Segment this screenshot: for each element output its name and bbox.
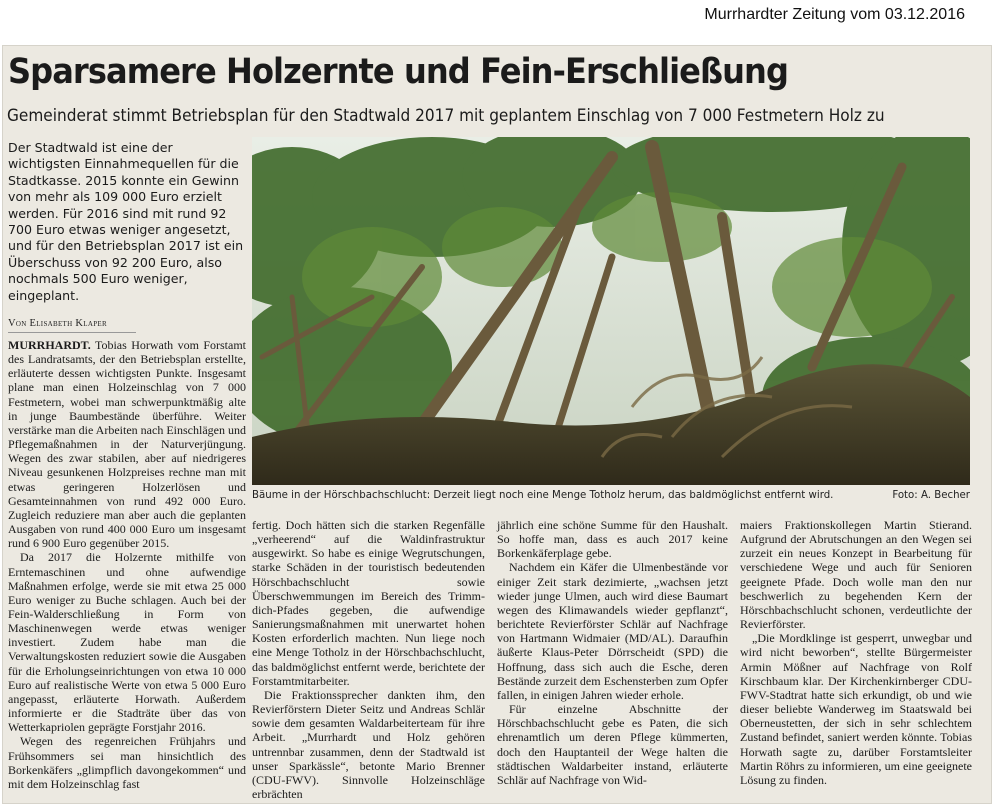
- photo-caption: [252, 490, 970, 501]
- headline: Sparsamere Holzernte und Fein-Erschließung: [8, 52, 788, 92]
- paragraph: Die Fraktionssprecher dankten ihm, den Revierförstern Dieter Seitz und Andreas Schlär sowie dem gesamten Waldarbeiterteam für ihre Arbeit. „Murrhardt und Holz gehören untrennbar zusammen, denn der Stadtwald ist unser Sparkässle“, betonte Mario Brenner (CDU-FWV). Sinnvolle Holzeinschläge erbrächten: [252, 687, 485, 801]
- paragraph: maiers Fraktionskollegen Martin Stierand. Aufgrund der Abrutschungen an den Wegen sei zurzeit ein neues Konzept in Bearbeitung für verschiedene Wege und auch für Senioren geeignete Pfade. Doch wolle man den nur beschwerlich zu begehenden Kern der Hörschbachschlucht schonen, verdeutlichte der Revierförster.: [740, 518, 972, 632]
- caption-text: Bäume in der Hörschbachschlucht: Derzeit liegt noch eine Menge Totholz herum, das baldmöglichst entfernt wird.: [252, 490, 834, 501]
- paragraph: Wegen des regenreichen Frühjahrs und Frühsommers sei man hinsichtlich des Borkenkäfers „glimpflich davongekommen“ und mit dem Holzeinschlag fast: [8, 734, 246, 791]
- article-column-4: [740, 518, 972, 787]
- paragraph: MURRHARDT. Tobias Horwath vom Forstamt des Landratsamts, der den Betriebsplan erstellte, erläuterte dessen wichtigsten Punkte. Insgesamt plane man einen Holzeinschlag von 7 000 Festmetern, wobei man schwerpunktmäßig alte in junge Baumbestände überführe. Weiter verstärke man die Arbeiten nach Einschlägen und Pflegemaßnahmen in der Naturverjüngung. Wegen des zwar stabilen, aber auf niedrigeres Niveau gesunkenen Holzpreises rechne man mit etwas geringeren Holzerlösen und Gesamteinnahmen von rund 492 000 Euro. Zugleich reduziere man aber auch die geplanten Ausgaben von rund 400 000 Euro um insgesamt rund 6 900 Euro gegenüber 2015.: [8, 338, 246, 551]
- paragraph: „Die Mordklinge ist gesperrt, unwegbar und wird nicht beworben“, stellte Bürgermeister Armin Mößner auf Nachfrage von Rolf Kirschbaum klar. Der Kirchenkirnberger CDU-FWV-Stadtrat hatte sich erkundigt, ob und wie dieser beliebte Wanderweg im Staatswald bei Oberneustetten, der sich in sehr schlechtem Zustand befindet, saniert werden könnte. Tobias Horwath sagte zu, darüber Forstamtsleiter Martin Röhrs zu informieren, um eine geeignete Lösung zu finden.: [740, 631, 972, 787]
- article-column-3: [497, 518, 728, 787]
- paragraph: fertig. Doch hätten sich die starken Regenfälle „verheerend“ auf die Waldinfrastruktur ausgewirkt. So habe es einige Wegrutschungen, starke Schäden in der touristisch bedeutenden Hörschbachschlucht sowie Überschwemmungen im Bereich des Trimm-dich-Pfades gegeben, die aufwendige Sanierungsmaßnahmen mit unerwartet hohen Kosten erforderlich machten. Nun liege noch eine Menge Totholz in der Hörschbachschlucht, das baldmöglichst entfernt werde, berichtete der Forstamtmitarbeiter.: [252, 518, 485, 688]
- paragraph: Für einzelne Abschnitte der Hörschbachschlucht gebe es Paten, die sich ehrenamtlich um deren Pflege kümmerten, doch den Hauptanteil der Wege halten die städtischen Waldarbeiter instand, erläuterte Schlär auf Nachfrage von Wid-: [497, 702, 728, 787]
- source-line: Murrhardter Zeitung vom 03.12.2016: [704, 6, 965, 23]
- subheadline: Gemeinderat stimmt Betriebsplan für den Stadtwald 2017 mit geplantem Einschlag von 7 000 Festmetern Holz zu: [7, 106, 885, 125]
- article-column-1: [8, 338, 246, 791]
- article-column-2: [252, 518, 485, 801]
- byline: Von Elisabeth Klaper: [8, 318, 136, 333]
- dateline: MURRHARDT.: [8, 338, 91, 352]
- paragraph: Da 2017 die Holzernte mithilfe von Erntemaschinen und ohne aufwendige Maßnahmen erfolge, werde sie mit etwa 25 000 Euro weniger zu Buche schlagen. Auch bei der Fein-Walderschließung in Form von Maschinenwegen werde etwas weniger investiert. Zudem habe man die Verwaltungskosten reduziert sowie die Ausgaben für die Erholungseinrichtungen von etwa 10 000 Euro auf realistische Werte von etwa 5 000 Euro angepasst, erläuterte Horwath. Außerdem informierte er die Stadträte über das von Wetterkapriolen geprägte Forstjahr 2016.: [8, 550, 246, 735]
- paragraph: jährlich eine schöne Summe für den Haushalt. So hoffe man, dass es auch 2017 keine Borkenkäferplage gebe.: [497, 518, 728, 561]
- paragraph: Nachdem ein Käfer die Ulmenbestände vor einiger Zeit stark dezimierte, „wachsen jetzt wieder junge Ulmen, auch wird diese Baumart wegen des Klimawandels wieder gepflanzt“, berichtete Revierförster Schlär auf Nachfrage von Hartmann Widmaier (MD/AL). Daraufhin äußerte Klaus-Peter Dörrscheidt (SPD) die Hoffnung, dass sich auch die Esche, deren Bestände zurzeit dem Eschensterben zum Opfer fallen, in einigen Jahren wieder erhole.: [497, 560, 728, 702]
- forest-photo: [252, 137, 970, 485]
- photo-credit: Foto: A. Becher: [892, 490, 970, 501]
- forest-photo-image: [252, 137, 970, 485]
- teaser-text: Der Stadtwald ist eine der wichtigsten Einnahmequellen für die Stadtkasse. 2015 konnte ein Gewinn von mehr als 109 000 Euro erzielt werden. Für 2016 sind mit rund 92 700 Euro etwas weniger angesetzt, und für den Betriebsplan 2017 ist ein Überschuss von 92 200 Euro, also nochmals 500 Euro weniger, eingeplant.: [8, 140, 244, 303]
